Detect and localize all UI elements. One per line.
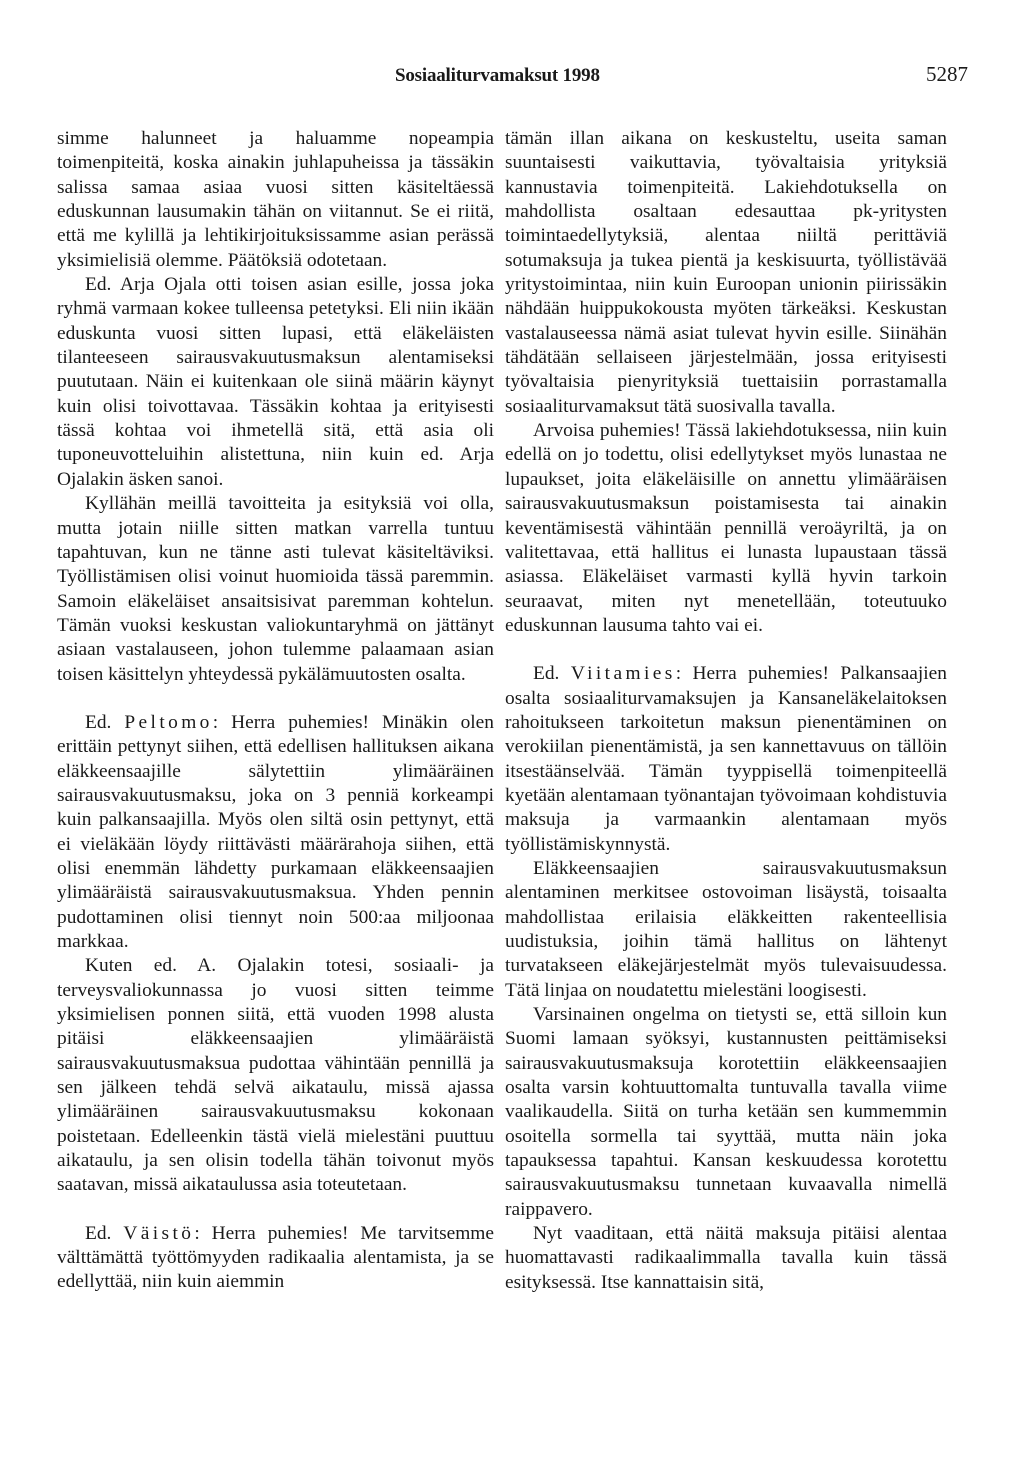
speaker-name: Väistö (123, 1222, 195, 1244)
speech-peltomo (57, 711, 494, 954)
speech-prefix: Ed. (533, 663, 560, 685)
paragraph-gap (57, 1198, 494, 1222)
running-title: Sosiaaliturvamaksut 1998 (395, 65, 600, 86)
paragraph: Arvoisa puhemies! Tässä lakiehdotuksessa, niin kuin edellä on jo todettu, olisi edellytykset myös lunastaa ne lupaukset, joita eläkeläisille on annettu ylimääräisen sairausvakuutusmaksun poistamisesta tai ainakin keventämisestä vähintään pennillä veroäyriltä, ja on valitettavaa, että hallitus ei lunasta lupaustaan tässä asiassa. Eläkeläiset varmasti kyllä hyvin tarkoin seuraavat, miten nyt menetellään, toteutuuko eduskunnan lausuma tahto vai ei. (505, 420, 947, 636)
paragraph: Varsinainen ongelma on tietysti se, että silloin kun Suomi lamaan syöksyi, kustannusten peittämiseksi sairausvakuutusmaksuja korotettiin eläkkeensaajien osalta varsin kohtuuttomalta tuntuvalla tavalla viime vaalikaudella. Siitä on turha ketään sen kummemmin osoitella sormella tai syyttää, mutta näin joka tapauksessa tapahtui. Kansan keskuudessa korotettu sairausvakuutusmaksu tunnetaan kuvaavalla nimellä raippavero. (505, 1004, 947, 1220)
paragraph: tämän illan aikana on keskusteltu, useita saman suuntaisesti vaikuttavia, työvaltaisia yrityksiä kannustavia toimenpiteitä. Lakiehdotuksella on mahdollista osaltaan edesauttaa pk-yritysten toimintaedellytyksiä, alentaa niiltä perittäviä sotumaksuja ja tukea pientä ja keskisuurta, työllistävää yritystoimintaa, niin kuin Euroopan unionin piirissäkin nähdään huippukokousta myöten tärkeäksi. Keskustan vastalauseessa nämä asiat tulevat hyvin esille. Siinähän tähdätään sellaiseen järjestelmään, jossa erityisesti työvaltaisia pienyrityksiä tuettaisiin porrastamalla sosiaaliturvamaksut tätä suosivalla tavalla. (505, 128, 947, 417)
paragraph: Eläkkeensaajien sairausvakuutusmaksun alentaminen merkitsee ostovoiman lisäystä, toisaalta mahdollistaa erilaisia eläkkeitten rakenteellisia uudistuksia, joihin tämä hallitus on lähtenyt turvatakseen eläkejärjestelmät myös tulevaisuudessa. Tätä linjaa on noudatettu mielestäni loogisesti. (505, 857, 947, 1001)
left-column (57, 127, 494, 1295)
page-number: 5287 (926, 62, 968, 86)
speech-text: : Herra puhemies! Me tarvitsemme välttämättä työttömyyden radikaalia alentamista, ja se edellyttää, niin kuin aiemmin (57, 1222, 494, 1293)
speech-prefix: Ed. (85, 1222, 112, 1244)
speech-text: : Herra puhemies! Minäkin olen erittäin pettynyt siihen, että edellisen hallituksen aikana eläkkeensaajille sälytettiin ylimääräinen sairausvakuutusmaksu, joka on 3 penniä korkeampi kuin palkansaajilla. Myös olen siltä osin pettynyt, että ei vieläkään löydy riittävästi määrärahoja siihen, että olisi enemmän lähdetty purkamaan eläkkeensaajien ylimääräistä sairausvakuutusmaksua. Yhden pennin pudottaminen olisi tiennyt noin 500:aa miljoonaa markkaa. (57, 711, 494, 952)
speaker-name: Peltomo (124, 711, 213, 733)
paragraph: Kyllähän meillä tavoitteita ja esityksiä voi olla, mutta jotain niille sitten matkan varrella tuntuu tapahtuvan, kun ne tänne asti tulevat käsiteltäviksi. Työllistämisen olisi voinut huomioida tässä paremmin. Samoin eläkeläiset ansaitsisivat paremman kohtelun. Tämän vuoksi keskustan valiokuntaryhmä on jättänyt asiaan vastalauseen, johon tulemme palaamaan asian toisen käsittelyn yhteydessä pykälämuutosten osalta. (57, 493, 494, 685)
speech-prefix: Ed. (85, 711, 112, 733)
paragraph: Nyt vaaditaan, että näitä maksuja pitäisi alentaa huomattavasti radikaalimmalla tavalla kuin tässä esityksessä. Itse kannattaisin sitä, (505, 1223, 947, 1293)
paragraph: Ed. Arja Ojala otti toisen asian esille, jossa joka ryhmä varmaan kokee tulleensa petetyksi. Eli niin ikään eduskunta vuosi sitten lupasi, että eläkeläisten tilanteeseen sairausvakuutusmaksun alentamiseksi puututaan. Näin ei kuitenkaan ole siinä määrin käynyt kuin olisi toivottavaa. Tässäkin kohtaa ja erityisesti tässä kohtaa voi ihmetellä sitä, että asia oli tuponeuvotteluihin alistettuna, niin kuin ed. Arja Ojalakin äsken sanoi. (57, 274, 494, 490)
right-column (505, 127, 947, 1295)
paragraph: Kuten ed. A. Ojalakin totesi, sosiaali- ja terveysvaliokunnassa jo vuosi sitten teimme yksimielisen ponnen siitä, että vuoden 1998 alusta pitäisi eläkkeensaajien ylimääräistä sairausvakuutusmaksua pudottaa vähintään pennillä ja sen jälkeen tehdä selvä aikataulu, missä ajassa ylimääräinen sairausvakuutusmaksu kokonaan poistetaan. Edelleenkin tästä vielä mielestäni puuttuu aikataulu, ja sen olisin todella tähän toivonut myös saatavan, missä aikataulussa asia toteutetaan. (57, 955, 494, 1196)
page-header (0, 62, 1024, 92)
paragraph: simme halunneet ja haluamme nopeampia toimenpiteitä, koska ainakin juhlapuheissa ja tässäkin salissa samaa asiaa vuosi sitten käsiteltäessä eduskunnan lausumakin tähän on viitannut. Se ei riitä, että me kylillä ja lehtikirjoituksissamme asian perässä yksimielisiä olemme. Päätöksiä odotetaan. (57, 128, 494, 271)
paragraph-gap (505, 638, 947, 662)
speech-text: : Herra puhemies! Palkansaajien osalta sosiaaliturvamaksujen ja Kansaneläkelaitoksen rahoitukseen tarkoitetun maksun pienentäminen on verokiilan pienentämistä, ja sen kannettavuus on tällöin itsestäänselvää. Tämän tyyppisellä toimenpiteellä kyetään alentamaan työnantajan työvoimaan kohdistuvia maksuja ja varmaankin alentamaan myös työllistämiskynnystä. (505, 663, 947, 855)
paragraph-gap (57, 687, 494, 711)
speech-vaisto (57, 1222, 494, 1295)
speaker-name: Viitamies (570, 663, 676, 685)
speech-viitamies (505, 662, 947, 857)
